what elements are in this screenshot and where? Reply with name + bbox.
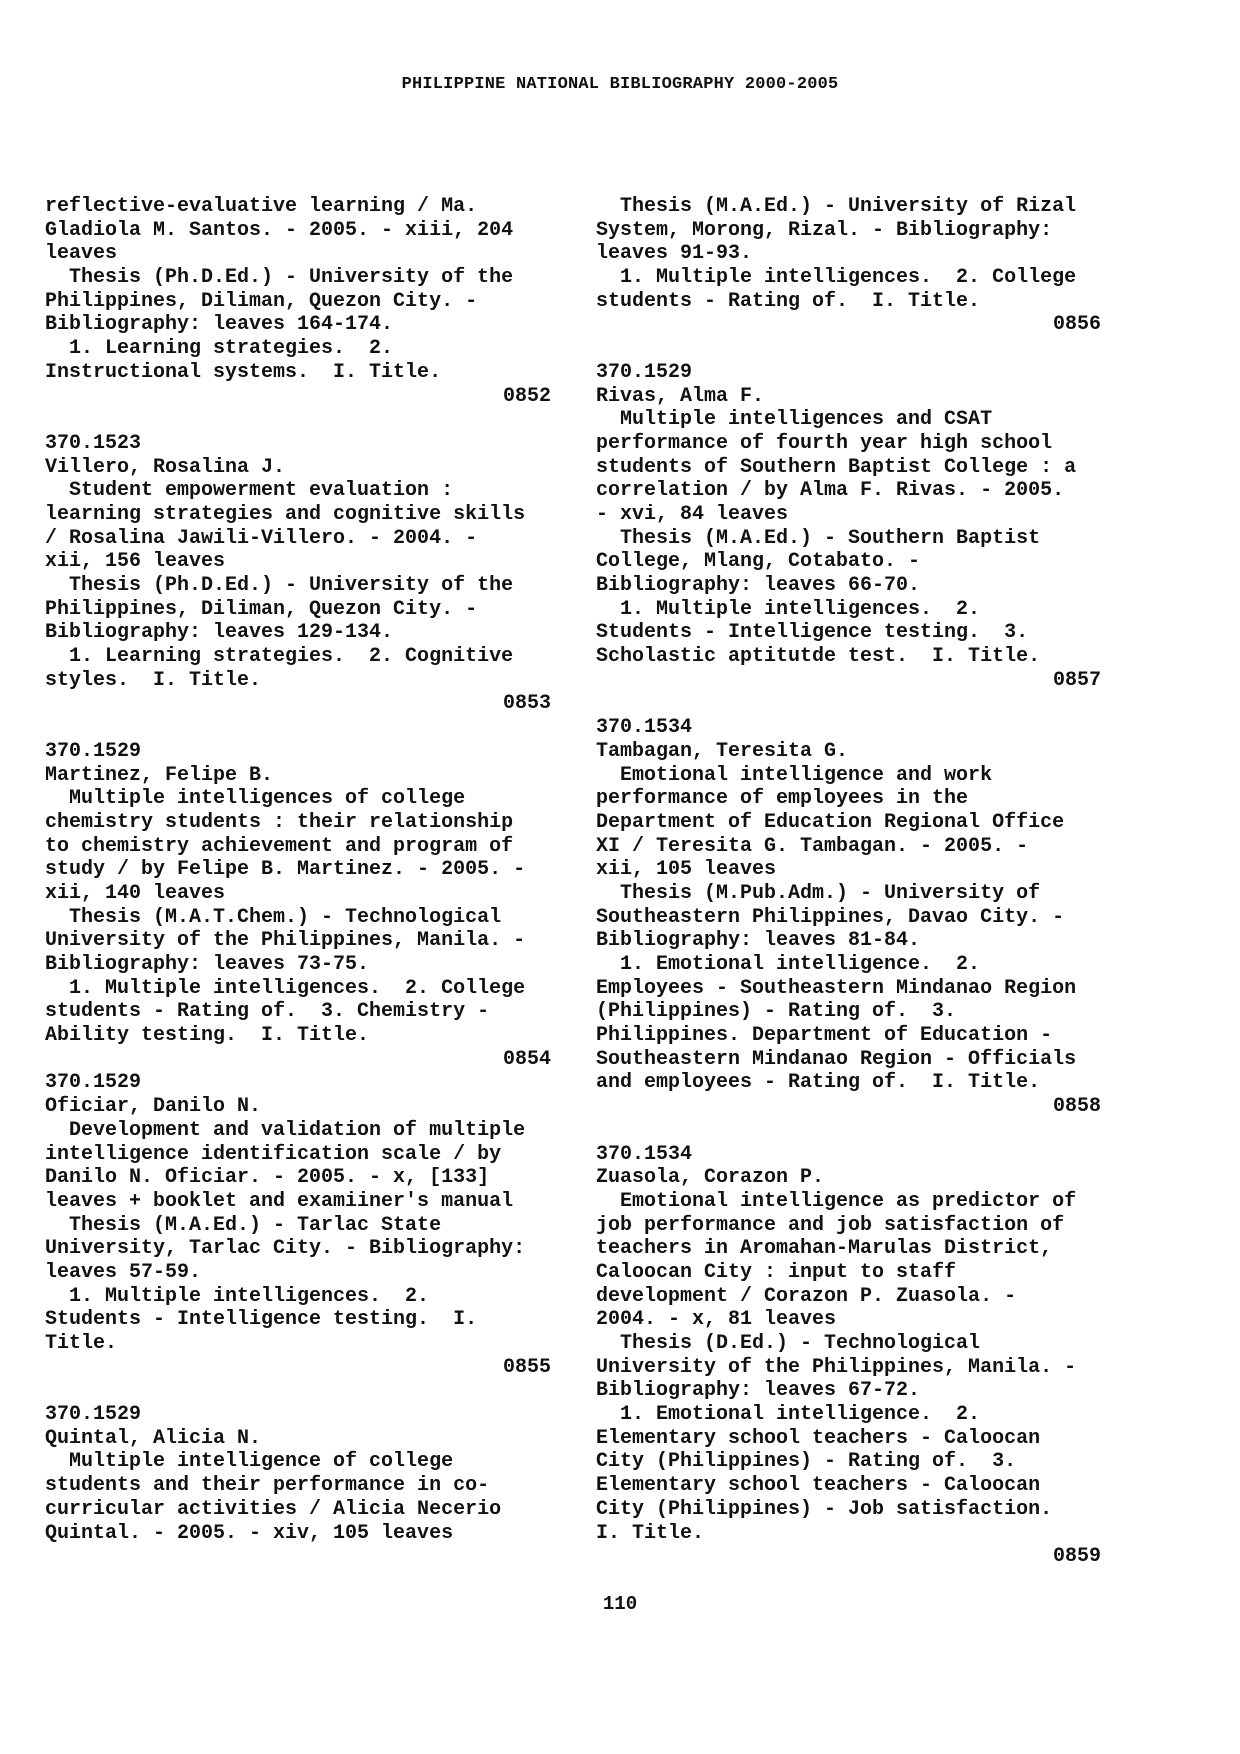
entry-line: chemistry students : their relationship — [45, 810, 514, 834]
entry-line: curricular activities / Alicia Necerio — [45, 1497, 502, 1521]
entry-line: Philippines, Diliman, Quezon City. - — [45, 597, 478, 621]
entry-line: correlation / by Alma F. Rivas. - 2005. — [596, 479, 1065, 503]
entry-line: Development and validation of multiple — [45, 1118, 526, 1142]
entry-line: Elementary school teachers - Caloocan — [596, 1426, 1041, 1450]
entry-line: Employees - Southeastern Mindanao Region — [596, 976, 1077, 1000]
entry-line: City (Philippines) - Job satisfaction. — [596, 1497, 1053, 1521]
entry-line: - xvi, 84 leaves — [596, 502, 789, 526]
entry-line: teachers in Aromahan-Marulas District, — [596, 1237, 1053, 1261]
entry-line: System, Morong, Rizal. - Bibliography: — [596, 218, 1053, 242]
entry-number: 0856 — [1052, 313, 1101, 337]
entry-line: performance of fourth year high school — [596, 431, 1053, 455]
blank-line — [596, 692, 1101, 716]
running-header: PHILIPPINE NATIONAL BIBLIOGRAPHY 2000-2005 — [401, 75, 839, 94]
entry-line: Title. — [45, 1332, 118, 1355]
entry-line: 370.1529 — [45, 739, 142, 763]
entry-line: Student empowerment evaluation : — [45, 479, 454, 503]
entry-line: Emotional intelligence and work — [596, 763, 993, 787]
entry-line: / Rosalina Jawili-Villero. - 2004. - — [45, 526, 478, 550]
entry-line: to chemistry achievement and program of — [45, 834, 514, 858]
entry-line: leaves 91-93. — [596, 242, 753, 266]
entry-line: students of Southern Baptist College : a — [596, 455, 1077, 479]
entry-line: 370.1523 — [45, 431, 142, 455]
entry-line: I. Title. — [596, 1521, 705, 1545]
entry-line: University of the Philippines, Manila. - — [45, 929, 526, 953]
entry-line: University of the Philippines, Manila. - — [596, 1355, 1077, 1379]
entry-line: Tambagan, Teresita G. — [596, 739, 849, 763]
entry-line: leaves — [45, 242, 118, 266]
entry-line: Thesis (M.A.Ed.) - University of Rizal — [596, 195, 1077, 218]
entry-line: 1. Emotional intelligence. 2. — [596, 1403, 981, 1427]
entry-line: 1. Multiple intelligences. 2. College — [596, 266, 1077, 290]
entry-line: leaves + booklet and examiiner's manual — [45, 1189, 514, 1213]
entry-line: Quintal. - 2005. - xiv, 105 leaves — [45, 1521, 454, 1545]
entry-line: Philippines. Department of Education - — [596, 1024, 1053, 1048]
entry-line: Ability testing. I. Title. — [45, 1024, 370, 1048]
entry-line: Bibliography: leaves 66-70. — [596, 574, 921, 597]
entry-number: 0858 — [1052, 1095, 1101, 1119]
entry-line: Thesis (D.Ed.) - Technological — [596, 1332, 981, 1355]
entry-number: 0859 — [1052, 1545, 1101, 1569]
entry-number: 0854 — [502, 1047, 551, 1071]
entry-line: students and their performance in co- — [45, 1474, 490, 1498]
entry-line: Thesis (M.A.Ed.) - Southern Baptist — [596, 526, 1041, 550]
blank-line — [596, 337, 1101, 361]
entry-line: students - Rating of. I. Title. — [596, 289, 981, 313]
entry-line: Thesis (M.Pub.Adm.) - University of — [596, 881, 1041, 905]
entry-number: 0852 — [502, 384, 551, 408]
entry-line: job performance and job satisfaction of — [596, 1213, 1065, 1237]
entry-line: Quintal, Alicia N. — [45, 1426, 262, 1450]
entry-line: 1. Multiple intelligences. 2. — [45, 1284, 430, 1308]
entry-line: Caloocan City : input to staff — [596, 1260, 957, 1284]
entry-line: Elementary school teachers - Caloocan — [596, 1474, 1041, 1498]
entry-line: 370.1529 — [45, 1071, 142, 1095]
blank-line — [596, 1119, 1101, 1143]
entry-line: Villero, Rosalina J. — [45, 455, 286, 479]
entry-number: 0853 — [502, 692, 551, 716]
entry-line: Multiple intelligences of college — [45, 787, 466, 811]
entry-line: Thesis (Ph.D.Ed.) - University of the — [45, 266, 514, 290]
entry-line: 2004. - x, 81 leaves — [596, 1308, 837, 1332]
blank-line — [45, 1379, 551, 1403]
entry-line: 1. Emotional intelligence. 2. — [596, 953, 981, 976]
entry-line: 370.1534 — [596, 1142, 693, 1166]
entry-line: reflective-evaluative learning / Ma. — [45, 195, 478, 218]
entry-line: leaves 57-59. — [45, 1260, 202, 1284]
entry-line: 370.1529 — [596, 360, 693, 384]
entry-line: Multiple intelligences and CSAT — [596, 408, 993, 432]
entry-line: xii, 105 leaves — [596, 858, 777, 882]
entry-line: Gladiola M. Santos. - 2005. - xiii, 204 — [45, 218, 514, 242]
entry-number: 0857 — [1052, 668, 1101, 692]
blank-line — [45, 716, 551, 740]
entry-line: learning strategies and cognitive skills — [45, 502, 526, 526]
entry-line: Oficiar, Danilo N. — [45, 1095, 262, 1119]
entry-line: intelligence identification scale / by — [45, 1142, 502, 1166]
entry-line: performance of employees in the — [596, 787, 969, 811]
entry-line: xii, 156 leaves — [45, 550, 226, 574]
right-column — [596, 195, 1101, 1569]
entry-line: Bibliography: leaves 164-174. — [45, 313, 394, 337]
page-number: 110 — [602, 1593, 638, 1615]
entry-line: xii, 140 leaves — [45, 881, 226, 905]
entry-line: Southeastern Mindanao Region - Officials — [596, 1047, 1077, 1071]
entry-line: Scholastic aptitutde test. I. Title. — [596, 645, 1041, 669]
entry-line: Rivas, Alma F. — [596, 384, 765, 408]
entry-line: Multiple intelligence of college — [45, 1450, 454, 1474]
entry-line: Southeastern Philippines, Davao City. - — [596, 905, 1065, 929]
entry-line: Bibliography: leaves 67-72. — [596, 1379, 921, 1403]
entry-line: University, Tarlac City. - Bibliography: — [45, 1237, 526, 1261]
entry-line: Instructional systems. I. Title. — [45, 360, 442, 384]
entry-line: 370.1529 — [45, 1403, 142, 1427]
entry-line: XI / Teresita G. Tambagan. - 2005. - — [596, 834, 1029, 858]
entry-line: Bibliography: leaves 73-75. — [45, 953, 370, 976]
entry-line: College, Mlang, Cotabato. - — [596, 550, 921, 574]
entry-line: 1. Learning strategies. 2. Cognitive — [45, 645, 514, 669]
entry-line: Martinez, Felipe B. — [45, 763, 274, 787]
entry-line: Thesis (M.A.T.Chem.) - Technological — [45, 905, 502, 929]
entry-number: 0855 — [502, 1355, 551, 1379]
entry-line: Bibliography: leaves 81-84. — [596, 929, 921, 953]
entry-line: 1. Multiple intelligences. 2. College — [45, 976, 526, 1000]
entry-line: study / by Felipe B. Martinez. - 2005. - — [45, 858, 526, 882]
blank-line — [45, 408, 551, 432]
entry-line: 1. Multiple intelligences. 2. — [596, 597, 981, 621]
entry-line: (Philippines) - Rating of. 3. — [596, 1000, 957, 1024]
entry-line: 1. Learning strategies. 2. — [45, 337, 394, 361]
entry-line: Danilo N. Oficiar. - 2005. - x, [133] — [45, 1166, 490, 1190]
entry-line: Bibliography: leaves 129-134. — [45, 621, 394, 645]
entry-line: 370.1534 — [596, 716, 693, 740]
entry-line: Thesis (M.A.Ed.) - Tarlac State — [45, 1213, 442, 1237]
left-column — [45, 195, 551, 1545]
entry-line: and employees - Rating of. I. Title. — [596, 1071, 1041, 1095]
entry-line: City (Philippines) - Rating of. 3. — [596, 1450, 1017, 1474]
entry-line: styles. I. Title. — [45, 668, 262, 692]
entry-line: Thesis (Ph.D.Ed.) - University of the — [45, 574, 514, 597]
entry-line: Students - Intelligence testing. I. — [45, 1308, 478, 1332]
entry-line: Emotional intelligence as predictor of — [596, 1189, 1077, 1213]
entry-line: Zuasola, Corazon P. — [596, 1166, 825, 1190]
entry-line: development / Corazon P. Zuasola. - — [596, 1284, 1017, 1308]
entry-line: Students - Intelligence testing. 3. — [596, 621, 1029, 645]
entry-line: Department of Education Regional Office — [596, 810, 1065, 834]
entry-line: Philippines, Diliman, Quezon City. - — [45, 289, 478, 313]
entry-line: students - Rating of. 3. Chemistry - — [45, 1000, 490, 1024]
